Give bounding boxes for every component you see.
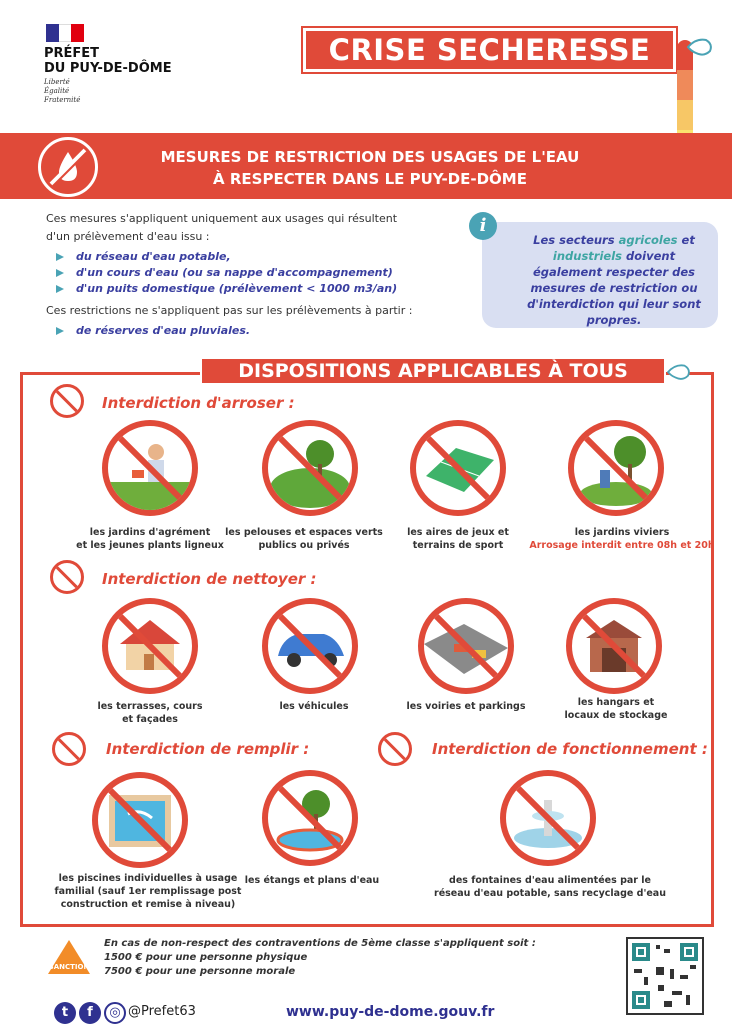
caption-warning: Arrosage interdit entre 08h et 20h bbox=[529, 540, 715, 551]
road-parking-ban-icon bbox=[418, 598, 514, 694]
sports-field-ban-icon bbox=[410, 420, 506, 516]
sanction-text bbox=[104, 937, 536, 979]
gears-icon bbox=[378, 732, 412, 766]
water-drop-icon bbox=[666, 362, 692, 382]
french-flag-logo bbox=[46, 24, 84, 42]
caption-pelouses bbox=[214, 526, 394, 552]
caption-line: et les jeunes plants ligneux bbox=[76, 540, 224, 551]
caption-line: les terrasses, cours bbox=[97, 701, 203, 712]
exception-text: Ces restrictions ne s'appliquent pas sur les prélèvements à partir : bbox=[46, 304, 413, 317]
fountain-ban-icon bbox=[500, 770, 596, 866]
caption-line: locaux de stockage bbox=[564, 710, 668, 721]
caption-line: des fontaines d'eau alimentées par le bbox=[449, 875, 651, 886]
caption-etangs bbox=[222, 874, 402, 887]
fine-person: 1500 € pour une personne physique bbox=[104, 952, 308, 963]
section-title-fonctionnement: Interdiction de fonctionnement : bbox=[432, 740, 708, 758]
cleaning-hand-icon bbox=[50, 560, 84, 594]
caption-line: et façades bbox=[122, 714, 178, 725]
info-box bbox=[482, 222, 718, 328]
banner-title bbox=[110, 146, 630, 190]
info-word-industriels: industriels bbox=[552, 249, 622, 263]
facebook-icon[interactable]: f bbox=[79, 1002, 101, 1024]
caption-line: les hangars et bbox=[577, 697, 655, 708]
motto-liberte: Liberté bbox=[44, 78, 70, 86]
water-drop-icon bbox=[686, 36, 714, 58]
caption-jardins bbox=[60, 526, 240, 552]
list-item: d'un cours d'eau (ou sa nappe d'accompagnement) bbox=[50, 265, 456, 281]
svg-text:SANCTION: SANCTION bbox=[48, 963, 90, 971]
terrace-ban-icon bbox=[102, 598, 198, 694]
caption-line: les piscines individuelles à usage bbox=[58, 873, 238, 884]
fine-company: 7500 € pour une personne morale bbox=[104, 966, 296, 977]
garden-ban-icon bbox=[102, 420, 198, 516]
vivier-garden-ban-icon bbox=[568, 420, 664, 516]
list-item: du réseau d'eau potable, bbox=[50, 249, 456, 265]
poster-title: CRISE SECHERESSE bbox=[303, 28, 676, 72]
caption-line: les aires de jeux et bbox=[407, 527, 509, 538]
banner-title-line-1: MESURES DE RESTRICTION DES USAGES DE L'EAU bbox=[160, 148, 580, 166]
hangar-ban-icon bbox=[566, 598, 662, 694]
caption-line: publics ou privés bbox=[258, 540, 350, 551]
info-text-1: Les secteurs bbox=[533, 233, 615, 247]
info-word-agricoles: agricoles bbox=[618, 233, 678, 247]
prefet-line-2: DU PUY-DE-DÔME bbox=[44, 61, 172, 76]
info-text-3: doivent également respecter des mesures de restriction ou d'interdiction qui leur sont propres. bbox=[527, 249, 701, 327]
caption-line: réseau d'eau potable, sans recyclage d'eau bbox=[434, 888, 666, 899]
banner-title-line-2: À RESPECTER DANS LE PUY-DE-DÔME bbox=[213, 170, 527, 188]
intro-lead-2: d'un prélèvement d'eau issu : bbox=[46, 230, 210, 243]
social-handle[interactable]: @Prefet63 bbox=[128, 1004, 196, 1019]
caption-fontaines bbox=[430, 874, 670, 900]
info-icon: i bbox=[469, 212, 497, 240]
lawn-ban-icon bbox=[262, 420, 358, 516]
source-list bbox=[50, 249, 456, 297]
no-water-icon bbox=[38, 137, 98, 197]
caption-line: les pelouses et espaces verts bbox=[225, 527, 383, 538]
caption-line: terrains de sport bbox=[412, 540, 504, 551]
website-link[interactable]: www.puy-de-dome.gouv.fr bbox=[286, 1004, 495, 1020]
pool-ban-icon bbox=[92, 772, 188, 868]
intro-text bbox=[46, 211, 456, 345]
instagram-icon[interactable]: ◎ bbox=[104, 1002, 126, 1024]
sanction-intro: En cas de non-respect des contraventions de 5ème classe s'appliquent soit : bbox=[104, 938, 536, 949]
section-title-arroser: Interdiction d'arroser : bbox=[102, 394, 295, 412]
intro-lead-1: Ces mesures s'appliquent uniquement aux usages qui résultent bbox=[46, 212, 398, 225]
vehicle-ban-icon bbox=[262, 598, 358, 694]
caption-line: les véhicules bbox=[279, 701, 349, 712]
dispositions-title: DISPOSITIONS APPLICABLES À TOUS bbox=[200, 357, 666, 385]
list-item: d'un puits domestique (prélèvement < 1000 m3/an) bbox=[50, 281, 456, 297]
section-title-remplir: Interdiction de remplir : bbox=[106, 740, 310, 758]
watering-can-icon bbox=[50, 384, 84, 418]
qr-code[interactable] bbox=[626, 937, 704, 1015]
pond-ban-icon bbox=[262, 770, 358, 866]
caption-hangars bbox=[526, 696, 706, 722]
caption-line: construction et remise à niveau) bbox=[60, 899, 236, 910]
republic-motto bbox=[44, 78, 80, 105]
sanction-badge bbox=[46, 938, 92, 976]
caption-terrasses bbox=[60, 700, 240, 726]
info-text-2: et bbox=[681, 233, 695, 247]
prefet-line-1: PRÉFET bbox=[44, 46, 100, 61]
exception-list bbox=[50, 323, 456, 339]
caption-line: les voiries et parkings bbox=[406, 701, 526, 712]
section-title-nettoyer: Interdiction de nettoyer : bbox=[102, 570, 317, 588]
list-item: de réserves d'eau pluviales. bbox=[50, 323, 456, 339]
caption-line: les jardins d'agrément bbox=[89, 527, 211, 538]
caption-line: les étangs et plans d'eau bbox=[244, 875, 380, 886]
motto-fraternite: Fraternité bbox=[44, 96, 81, 104]
pool-icon bbox=[52, 732, 86, 766]
motto-egalite: Égalité bbox=[44, 87, 70, 95]
prefet-title bbox=[44, 46, 172, 76]
caption-line: les jardins viviers bbox=[574, 527, 670, 538]
caption-aires-de-jeux bbox=[368, 526, 548, 552]
caption-line: familial (sauf 1er remplissage post bbox=[54, 886, 242, 897]
caption-jardins-viviers bbox=[522, 526, 722, 552]
twitter-icon[interactable]: t bbox=[54, 1002, 76, 1024]
caption-piscines bbox=[52, 872, 244, 911]
